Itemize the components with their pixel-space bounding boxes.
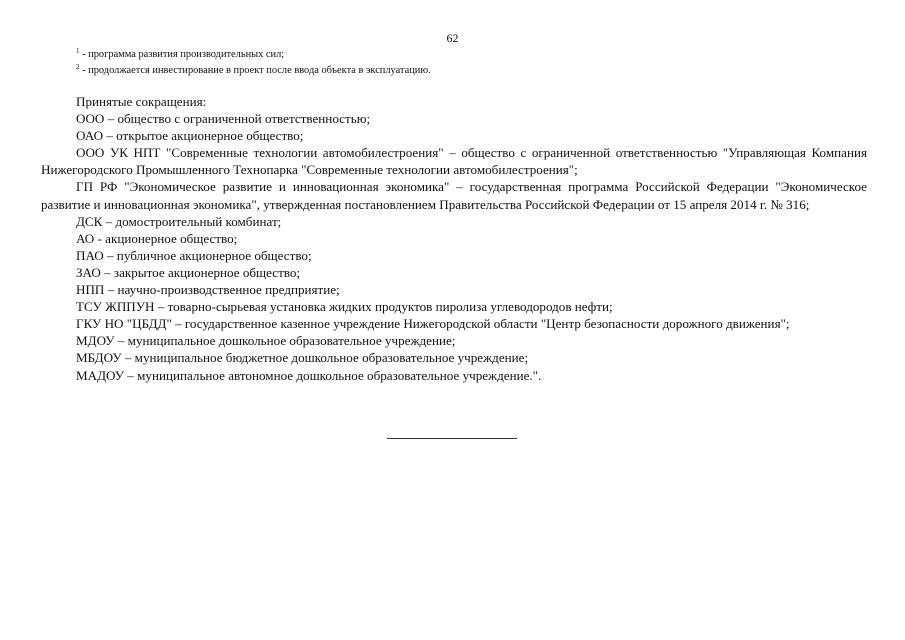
abbreviation-ooo-uk-npt: ООО УК НПТ "Современные технологии автомобилестроения" – общество с ограниченной ответственностью "Управляющая Компания Нижегородского Промышленного Технопарка "Современные технологии автомобилестроения"; — [41, 145, 867, 178]
abbreviation-ooo: ООО – общество с ограниченной ответственностью; — [76, 111, 371, 127]
footnote-1 — [76, 47, 856, 63]
abbreviation-ao: АО - акционерное общество; — [76, 230, 238, 246]
abbreviation-pao: ПАО – публичное акционерное общество; — [76, 247, 312, 263]
footnote-text: - программа развития производительных сил; — [79, 49, 285, 60]
abbreviations-section — [41, 93, 867, 384]
abbreviation-mbdou: МБДОУ – муниципальное бюджетное дошкольное образовательное учреждение; — [76, 350, 529, 366]
abbreviations-heading: Принятые сокращения: — [76, 94, 207, 109]
abbreviation-gku-no-cbdd: ГКУ НО "ЦБДД" – государственное казенное учреждение Нижегородской области "Центр безопасности дорожного движения"; — [76, 316, 790, 332]
abbreviation-dsk: ДСК – домостроительный комбинат; — [76, 213, 282, 229]
abbreviation-gp-rf: ГП РФ "Экономическое развитие и инновационная экономика" – государственная программа Российской Федерации "Экономическое развитие и инновационная экономика", утвержденная постановлением Правительства Российской Федерации от 15 апреля 2014 г. № 316; — [41, 179, 867, 212]
footnote-text: - продолжается инвестирование в проект после ввода объекта в эксплуатацию. — [79, 65, 431, 76]
footnote-2 — [76, 63, 856, 79]
abbreviation-oao: ОАО – открытое акционерное общество; — [76, 128, 304, 144]
footnote-mark: 2 — [76, 63, 80, 71]
abbreviation-mdou: МДОУ – муниципальное дошкольное образовательное учреждение; — [76, 333, 456, 349]
abbreviation-zao: ЗАО – закрытое акционерное общество; — [76, 264, 301, 280]
abbreviation-madou: МАДОУ – муниципальное автономное дошкольное образовательное учреждение.". — [76, 367, 542, 383]
page-number: 62 — [446, 31, 459, 45]
abbreviation-npp: НПП – научно-производственное предприятие; — [76, 282, 340, 298]
abbreviation-tsu-zhppun: ТСУ ЖППУН – товарно-сырьевая установка жидких продуктов пиролиза углеводородов нефти; — [76, 299, 613, 315]
end-of-text-rule — [387, 438, 517, 439]
footnotes — [76, 47, 856, 79]
footnote-mark: 1 — [76, 47, 80, 55]
